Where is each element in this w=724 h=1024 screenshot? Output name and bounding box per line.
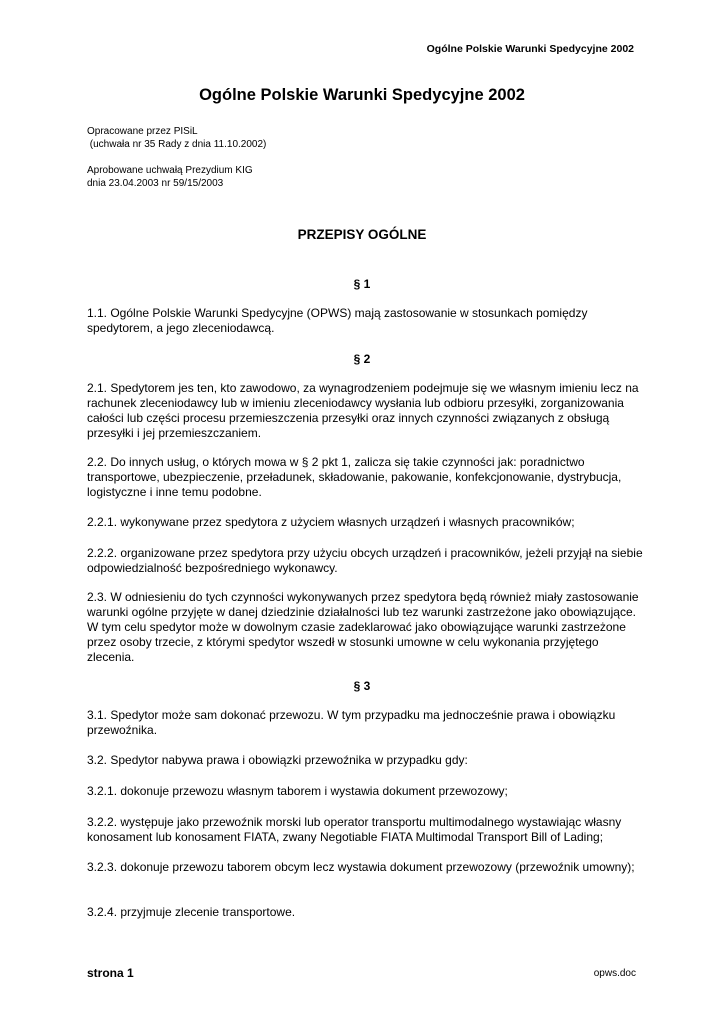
section-heading: PRZEPISY OGÓLNE [297, 227, 427, 242]
clause-3-2-1: 3.2.1. dokonuje przewozu własnym taborem i wystawia dokument przewozowy; [87, 784, 508, 798]
clause-3-2-2: 3.2.2. występuje jako przewoźnik morski lub operator transportu multimodalnego wystawiając własny konosament lub konosament FIATA, zwany Negotiable FIATA Multimodal Transport Bill of Lading; [87, 815, 622, 844]
clause-3-2-4: 3.2.4. przyjmuje zlecenie transportowe. [87, 905, 296, 919]
clause-2-2: 2.2. Do innych usług, o których mowa w § 2 pkt 1, zalicza się takie czynności jak: poradnictwo transportowe, ubezpieczenie, przeładunek, składowanie, pakowanie, konfekcjonowanie, dystrybucja, logistyczne i inne temu podobne. [87, 455, 622, 499]
prepared-by-line: Opracowane przez PISiL [87, 126, 198, 137]
clause-3-2: 3.2. Spedytor nabywa prawa i obowiązki przewoźnika w przypadku gdy: [87, 753, 468, 767]
resolution-line: (uchwała nr 35 Rady z dnia 11.10.2002) [87, 138, 267, 150]
paragraph-mark-2: § 2 [353, 352, 371, 366]
clause-3-1: 3.1. Spedytor może sam dokonać przewozu. W tym przypadku ma jednocześnie prawa i obowiązku przewoźnika. [87, 708, 616, 737]
clause-2-2-2: 2.2.2. organizowane przez spedytora przy użyciu obcych urządzeń i pracowników, jeżeli przyjął na siebie odpowiedzialność bezpośredniego wykonawcy. [87, 546, 643, 575]
document-title: Ogólne Polskie Warunki Spedycyjne 2002 [199, 86, 525, 104]
approved-by-block [87, 165, 253, 190]
footer-file-name: opws.doc [593, 968, 636, 979]
clause-2-2-1: 2.2.1. wykonywane przez spedytora z użyciem własnych urządzeń i własnych pracowników; [87, 515, 575, 529]
paragraph-mark-3: § 3 [353, 679, 371, 693]
clause-3-2-3: 3.2.3. dokonuje przewozu taborem obcym lecz wystawia dokument przewozowy (przewoźnik umowny); [87, 860, 635, 874]
approval-date-line: dnia 23.04.2003 nr 59/15/2003 [87, 177, 224, 189]
clause-2-1: 2.1. Spedytorem jes ten, kto zawodowo, za wynagrodzeniem podejmuje się we własnym imieniu lecz na rachunek zleceniodawcy lub w imieniu zleceniodawcy wysłania lub odbioru przesyłki, zorganizowania całości lub części procesu przemieszczenia przesyłki oraz innych czynności związanych z obsługą przesyłki i jej przemieszczaniem. [87, 381, 639, 440]
footer-page-number: strona 1 [87, 966, 134, 980]
running-header-title: Ogólne Polskie Warunki Spedycyjne 2002 [426, 43, 634, 55]
prepared-by-block [87, 126, 266, 151]
clause-2-3: 2.3. W odniesieniu do tych czynności wykonywanych przez spedytora będą również miały zastosowanie warunki ogólne przyjęte w danej dziedzinie działalności lub tez warunki zastrzeżone jako obowiązujące. W tym celu spedytor może w dowolnym czasie zadeklarować jako obowiązujące warunki zastrzeżone przez osoby trzecie, z którymi spedytor wszedł w stosunki umowne w celu wykonania przyjętego zlecenia. [87, 590, 639, 664]
approved-by-line: Aprobowane uchwałą Prezydium KIG [87, 165, 253, 176]
clause-1-1: 1.1. Ogólne Polskie Warunki Spedycyjne (OPWS) mają zastosowanie w stosunkach pomiędzy spedytorem, a jego zleceniodawcą. [87, 306, 588, 335]
paragraph-mark-1: § 1 [353, 277, 371, 291]
